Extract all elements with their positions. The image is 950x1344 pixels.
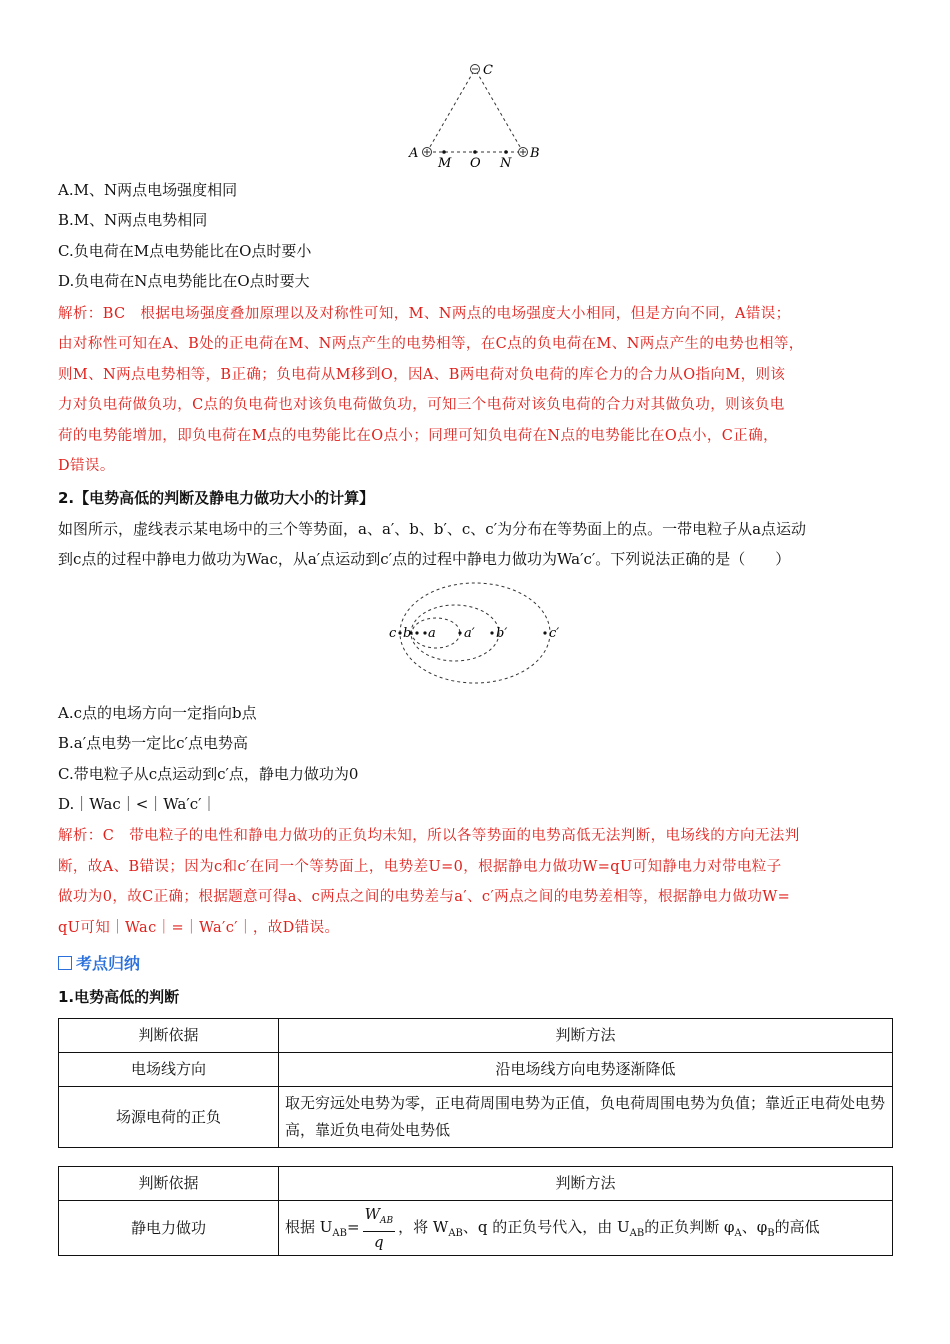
q1-option-a: A.M、N两点电场强度相同 [58, 181, 238, 199]
q1-analysis-line: 则M、N两点电势相等，B正确；负电荷从M移到O，因A、B两电荷对负电荷的库仑力的合力从O指向M，则该 [58, 367, 786, 383]
label-M: M [438, 156, 452, 171]
label-a-prime: a′ [464, 626, 475, 641]
q1-analysis-line: D错误。 [58, 458, 115, 474]
q1-analysis-line: 力对负电荷做负功，C点的负电荷也对该负电荷做负功，可知三个电荷对该负电荷的合力对其做负功，则该负电 [58, 397, 785, 413]
q2-option-d: D.｜Wac｜<｜Wa′c′｜ [58, 795, 217, 813]
q2-option-c: C.带电粒子从c点运动到c′点，静电力做功为0 [58, 765, 359, 783]
q1-analysis-line: 解析：BC 根据电场强度叠加原理以及对称性可知，M、N两点的电场强度大小相同，但是方向不同，A错误； [58, 306, 791, 322]
q2-analysis-line: 做功为0，故C正确；根据题意可得a、c两点之间的电势差与a′、c′两点之间的电势差相等，根据静电力做功W= [58, 889, 791, 905]
checkbox-icon [58, 956, 72, 970]
judgement-table-1 [58, 1018, 893, 1148]
label-N: N [500, 156, 512, 171]
label-B: B [530, 146, 540, 161]
label-c-prime: c′ [549, 626, 560, 641]
q1-option-b: B.M、N两点电势相同 [58, 211, 208, 229]
charge-triangle-figure [400, 58, 550, 173]
judgement-table-2 [58, 1166, 893, 1256]
table-cell: 取无穷远处电势为零，正电荷周围电势为正值，负电荷周围电势为负值；靠近正电荷处电势高，靠近负电荷处电势低 [279, 1087, 893, 1148]
equipotential-figure [380, 580, 570, 692]
label-b-prime: b′ [496, 626, 508, 641]
q2-option-b: B.a′点电势一定比c′点电势高 [58, 734, 248, 752]
q2-stem-line: 到c点的过程中静电力做功为Wac，从a′点运动到c′点的过程中静电力做功为Wa′c′。下列说法正确的是（ ） [58, 550, 791, 568]
label-b: b [403, 626, 412, 641]
label-A: A [409, 146, 419, 161]
q1-analysis-line: 由对称性可知在A、B处的正电荷在M、N两点产生的电势相等，在C点的负电荷在M、N两点产生的电势也相等， [58, 336, 804, 352]
q2-analysis-line: 解析：C 带电粒子的电性和静电力做功的正负均未知，所以各等势面的电势高低无法判断，电场线的方向无法判 [58, 828, 800, 844]
summary-subheading: 1.电势高低的判断 [58, 988, 180, 1006]
table-header: 判断方法 [279, 1167, 893, 1201]
q1-option-c: C.负电荷在M点电势能比在O点时要小 [58, 242, 312, 260]
table-header: 判断方法 [279, 1019, 893, 1053]
q2-analysis-line: qU可知｜Wac｜=｜Wa′c′｜，故D错误。 [58, 920, 340, 936]
q1-analysis-line: 荷的电势能增加，即负电荷在M点的电势能比在O点小；同理可知负电荷在N点的电势能比在O点小，C正确， [58, 428, 778, 444]
summary-heading: 考点归纳 [58, 954, 140, 974]
q2-stem-line: 如图所示，虚线表示某电场中的三个等势面，a、a′、b、b′、c、c′为分布在等势面上的点。一带电粒子从a点运动 [58, 520, 807, 538]
label-O: O [470, 156, 481, 171]
q2-analysis-line: 断，故A、B错误；因为c和c′在同一个等势面上，电势差U=0，根据静电力做功W=qU可知静电力对带电粒子 [58, 859, 782, 875]
table-cell: 场源电荷的正负 [59, 1087, 279, 1148]
table-cell: 沿电场线方向电势逐渐降低 [279, 1053, 893, 1087]
label-c: c [389, 626, 397, 641]
formula-cell: 根据 $U_{AB}=$ $W_{AB}$ q ，将 $W_{AB}$、q 的正负号代入，由 $U_{AB}$的正负判断 $\varphi_A$、$\varphi_B$的高低 [279, 1201, 893, 1256]
label-a: a [428, 626, 436, 641]
q2-title: 2.【电势高低的判断及静电力做功大小的计算】 [58, 489, 375, 507]
label-C: C [483, 63, 493, 78]
q1-option-d: D.负电荷在N点电势能比在O点时要大 [58, 272, 310, 290]
table-header: 判断依据 [59, 1019, 279, 1053]
table-header: 判断依据 [59, 1167, 279, 1201]
table-cell: 电场线方向 [59, 1053, 279, 1087]
table-cell: 静电力做功 [59, 1201, 279, 1256]
q2-option-a: A.c点的电场方向一定指向b点 [58, 704, 257, 722]
